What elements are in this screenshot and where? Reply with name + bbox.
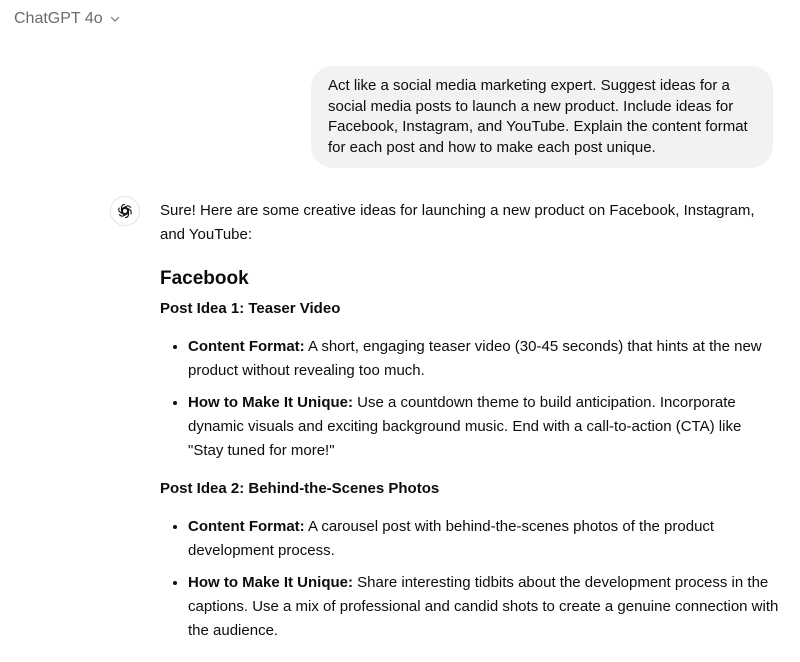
list-item bbox=[188, 335, 780, 383]
section-heading: Facebook bbox=[160, 268, 249, 289]
model-label: ChatGPT 4o bbox=[14, 10, 103, 27]
bullet-label: Content Format: bbox=[188, 338, 305, 355]
openai-logo-icon bbox=[110, 196, 140, 226]
assistant-message bbox=[160, 199, 780, 657]
bullet-list bbox=[160, 515, 780, 643]
bullet-list bbox=[160, 335, 780, 463]
user-message-bubble bbox=[311, 66, 773, 168]
post-idea-title: Post Idea 1: Teaser Video bbox=[160, 300, 341, 317]
bullet-label: How to Make It Unique: bbox=[188, 394, 353, 411]
assistant-intro: Sure! Here are some creative ideas for launching a new product on Facebook, Instagram, and YouTube: bbox=[160, 202, 755, 243]
chevron-down-icon bbox=[109, 13, 121, 25]
bullet-label: How to Make It Unique: bbox=[188, 574, 353, 591]
bullet-text: Use a countdown theme to build anticipation. Incorporate dynamic visuals and exciting background music. End with a call-to-action (CTA) like "Stay tuned for more!" bbox=[188, 394, 742, 459]
bullet-label: Content Format: bbox=[188, 518, 305, 535]
list-item bbox=[188, 571, 780, 643]
bullet-text: A carousel post with behind-the-scenes photos of the product development process. bbox=[188, 518, 715, 559]
bullet-text: Share interesting tidbits about the development process in the captions. Use a mix of professional and candid shots to create a genuine connection with the audience. bbox=[188, 574, 779, 639]
user-message-text: Act like a social media marketing expert. Suggest ideas for a social media posts to launch a new product. Include ideas for Facebook, Instagram, and YouTube. Explain the content format for each post and how to make each post unique. bbox=[328, 77, 748, 156]
openai-logo-icon-glyph bbox=[116, 202, 134, 220]
model-selector[interactable] bbox=[14, 10, 121, 28]
list-item bbox=[188, 391, 780, 463]
list-item bbox=[188, 515, 780, 563]
bullet-text: A short, engaging teaser video (30-45 seconds) that hints at the new product without revealing too much. bbox=[188, 338, 762, 379]
post-idea-title: Post Idea 2: Behind-the-Scenes Photos bbox=[160, 480, 440, 497]
